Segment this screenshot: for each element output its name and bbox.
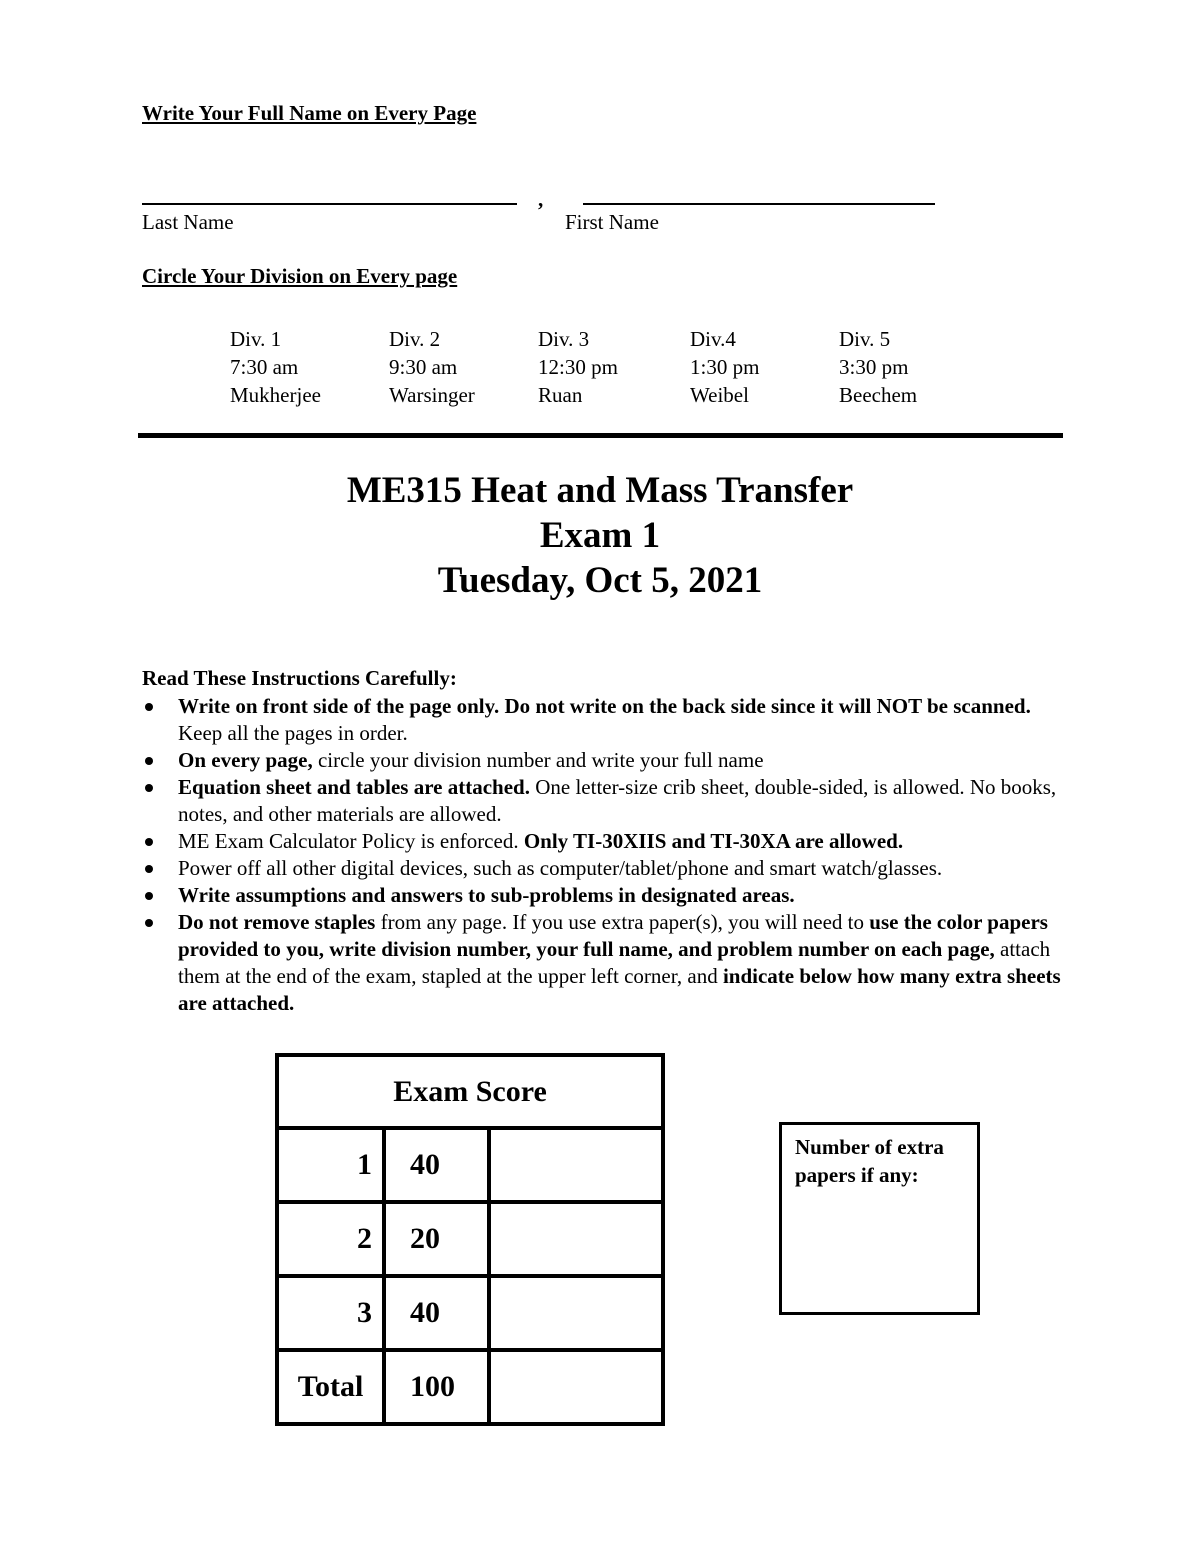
total-score-cell[interactable]	[489, 1350, 663, 1424]
division-option-4[interactable]	[690, 325, 759, 409]
instruction-item	[142, 693, 1072, 747]
score-cell[interactable]	[489, 1276, 663, 1350]
problem-number: 2	[277, 1202, 384, 1276]
instruction-item	[142, 747, 1072, 774]
instruction-item	[142, 828, 1072, 855]
division-option-3[interactable]	[538, 325, 618, 409]
division-instructor: Beechem	[839, 383, 918, 407]
division-time: 12:30 pm	[538, 355, 618, 379]
exam-date: Tuesday, Oct 5, 2021	[437, 560, 763, 601]
instructions-heading: Read These Instructions Carefully:	[142, 666, 457, 690]
score-cell[interactable]	[489, 1128, 663, 1202]
division-time: 1:30 pm	[690, 355, 760, 379]
instruction-item	[142, 855, 1072, 882]
division-label: Div. 1	[230, 327, 282, 351]
instruction-item	[142, 909, 1072, 1017]
problem-number: 3	[277, 1276, 384, 1350]
instruction-bold: indicate below how many extra sheets are attached.	[178, 964, 1061, 1015]
instruction-bold: Do not remove staples	[178, 910, 376, 934]
total-points: 100	[384, 1350, 489, 1424]
table-row	[277, 1276, 663, 1350]
last-name-field[interactable]	[142, 203, 517, 205]
instruction-text: attach them at the end of the exam, stapled at the upper left corner, and	[178, 937, 1051, 988]
problem-points: 40	[384, 1276, 489, 1350]
instruction-item	[142, 882, 1072, 909]
instruction-bold: Equation sheet and tables are attached.	[178, 775, 530, 799]
division-instructor: Mukherjee	[230, 383, 321, 407]
first-name-label: First Name	[565, 210, 659, 234]
instruction-text: Keep all the pages in order.	[178, 721, 408, 745]
table-row	[277, 1128, 663, 1202]
instruction-bold: Only TI-30XIIS and TI-30XA are allowed.	[523, 829, 904, 853]
division-time: 7:30 am	[230, 355, 299, 379]
instructions-list	[142, 693, 1072, 1017]
section-divider	[138, 433, 1063, 438]
division-label: Div.4	[690, 327, 736, 351]
extra-papers-label: Number of extra papers if any:	[795, 1135, 944, 1187]
last-name-label: Last Name	[142, 210, 234, 234]
extra-papers-box[interactable]	[779, 1122, 980, 1315]
instruction-item	[142, 774, 1072, 828]
instruction-text: Power off all other digital devices, such as computer/tablet/phone and smart watch/glasses.	[178, 856, 943, 880]
circle-division-heading: Circle Your Division on Every page	[142, 264, 458, 288]
instruction-bold: On every page,	[178, 748, 313, 772]
score-table-title: Exam Score	[277, 1055, 663, 1128]
table-row	[277, 1202, 663, 1276]
division-option-2[interactable]	[389, 325, 475, 409]
problem-points: 20	[384, 1202, 489, 1276]
exam-title-block	[0, 468, 1200, 603]
problem-number: 1	[277, 1128, 384, 1202]
instruction-text: One letter-size crib sheet, double-sided, is allowed. No books, notes, and other materials are allowed.	[178, 775, 1057, 826]
division-label: Div. 3	[538, 327, 590, 351]
division-option-1[interactable]	[230, 325, 321, 409]
division-label: Div. 5	[839, 327, 891, 351]
total-label: Total	[277, 1350, 384, 1424]
division-label: Div. 2	[389, 327, 441, 351]
division-instructor: Warsinger	[389, 383, 475, 407]
first-name-field[interactable]	[583, 203, 935, 205]
division-time: 9:30 am	[389, 355, 458, 379]
instruction-text: from any page. If you use extra paper(s), you will need to	[375, 910, 870, 934]
division-time: 3:30 pm	[839, 355, 909, 379]
instruction-bold: use the color papers provided to you, write division number, your full name, and problem number on each page,	[178, 910, 1048, 961]
division-instructor: Ruan	[538, 383, 583, 407]
division-option-5[interactable]	[839, 325, 917, 409]
course-title: ME315 Heat and Mass Transfer	[346, 470, 854, 511]
instruction-text: ME Exam Calculator Policy is enforced.	[178, 829, 524, 853]
problem-points: 40	[384, 1128, 489, 1202]
name-comma: ,	[538, 187, 544, 211]
instruction-text: circle your division number and write your full name	[312, 748, 764, 772]
table-row	[277, 1350, 663, 1424]
write-name-heading: Write Your Full Name on Every Page	[142, 101, 477, 125]
score-cell[interactable]	[489, 1202, 663, 1276]
division-instructor: Weibel	[690, 383, 749, 407]
instruction-bold: Write assumptions and answers to sub-problems in designated areas.	[178, 883, 795, 907]
instruction-bold: Write on front side of the page only. Do not write on the back side since it will NOT be scanned.	[178, 694, 1031, 718]
exam-name: Exam 1	[539, 515, 661, 556]
exam-score-table	[275, 1053, 665, 1426]
